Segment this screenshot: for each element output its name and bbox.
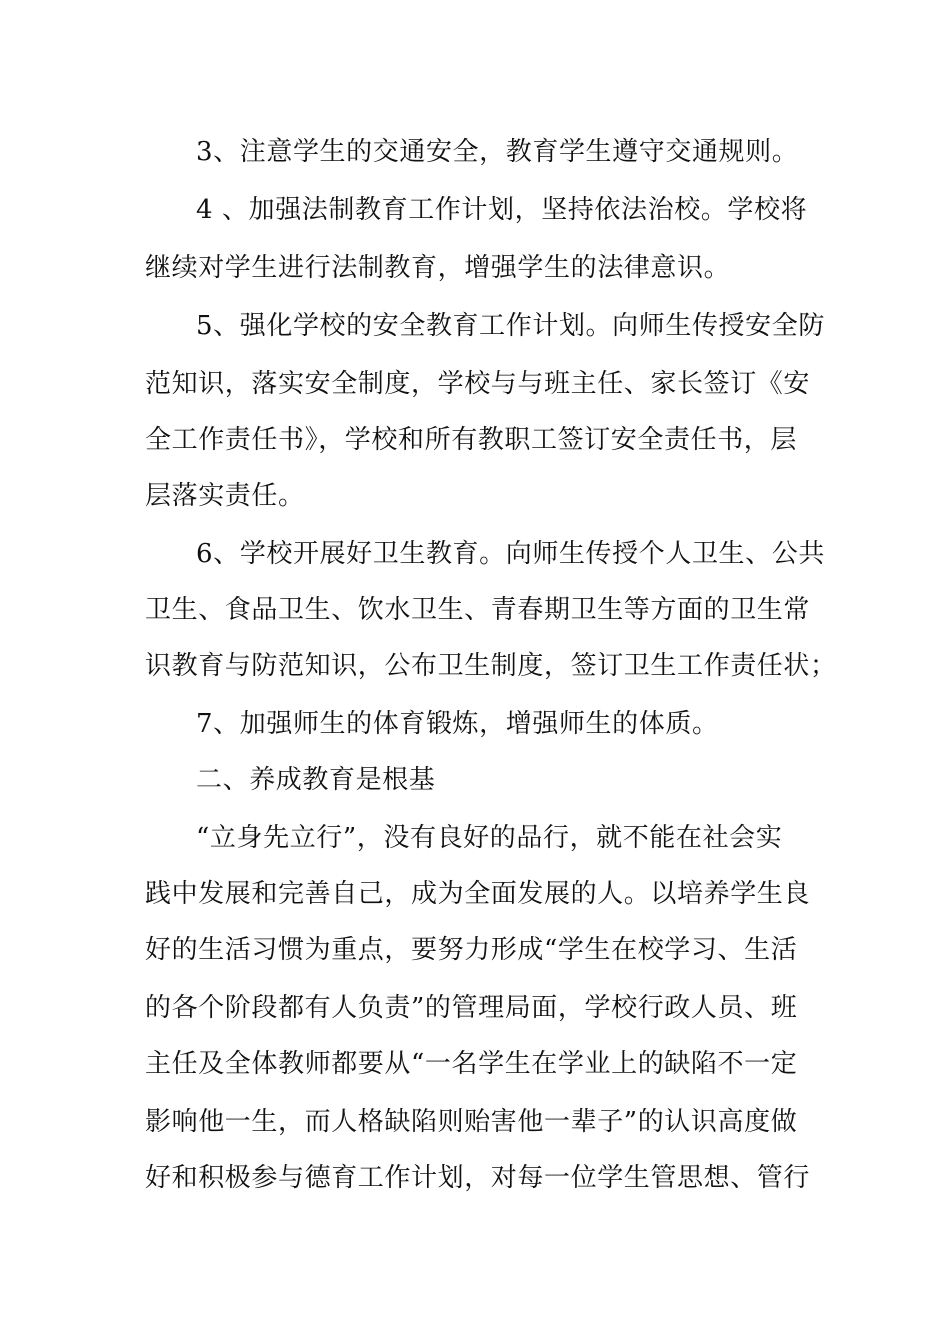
text-line-8: 6、学校开展好卫生教育。向师生传授个人卫生、公共	[196, 539, 825, 569]
text-line-3: 继续对学生进行法制教育，增强学生的法律意识。	[145, 253, 731, 283]
text-line-13: “立身先立行”，没有良好的品行，就不能在社会实	[196, 823, 783, 853]
text-line-5: 范知识，落实安全制度，学校与与班主任、家长签订《安	[145, 369, 811, 399]
text-line-6: 全工作责任书》，学校和所有教职工签订安全责任书，层	[145, 425, 798, 455]
text-line-7: 层落实责任。	[145, 481, 305, 511]
text-line-4: 5、强化学校的安全教育工作计划。向师生传授安全防	[196, 311, 825, 341]
text-line-16: 的各个阶段都有人负责”的管理局面，学校行政人员、班	[145, 993, 798, 1023]
text-line-14: 践中发展和完善自己，成为全面发展的人。以培养学生良	[145, 879, 811, 909]
text-line-10: 识教育与防范知识，公布卫生制度，签订卫生工作责任状；	[145, 651, 837, 681]
text-line-9: 卫生、食品卫生、饮水卫生、青春期卫生等方面的卫生常	[145, 595, 811, 625]
text-line-15: 好的生活习惯为重点，要努力形成“学生在校学习、生活	[145, 935, 798, 965]
text-line-11: 7、加强师生的体育锻炼，增强师生的体质。	[196, 709, 719, 739]
text-line-2: 4 、加强法制教育工作计划，坚持依法治校。学校将	[196, 195, 808, 225]
text-line-12: 二、养成教育是根基	[196, 765, 436, 795]
text-line-19: 好和积极参与德育工作计划，对每一位学生管思想、管行	[145, 1163, 811, 1193]
text-line-1: 3、注意学生的交通安全，教育学生遵守交通规则。	[196, 137, 799, 167]
text-line-17: 主任及全体教师都要从“一名学生在学业上的缺陷不一定	[145, 1049, 798, 1079]
text-line-18: 影响他一生，而人格缺陷则贻害他一辈子”的认识高度做	[145, 1107, 798, 1137]
